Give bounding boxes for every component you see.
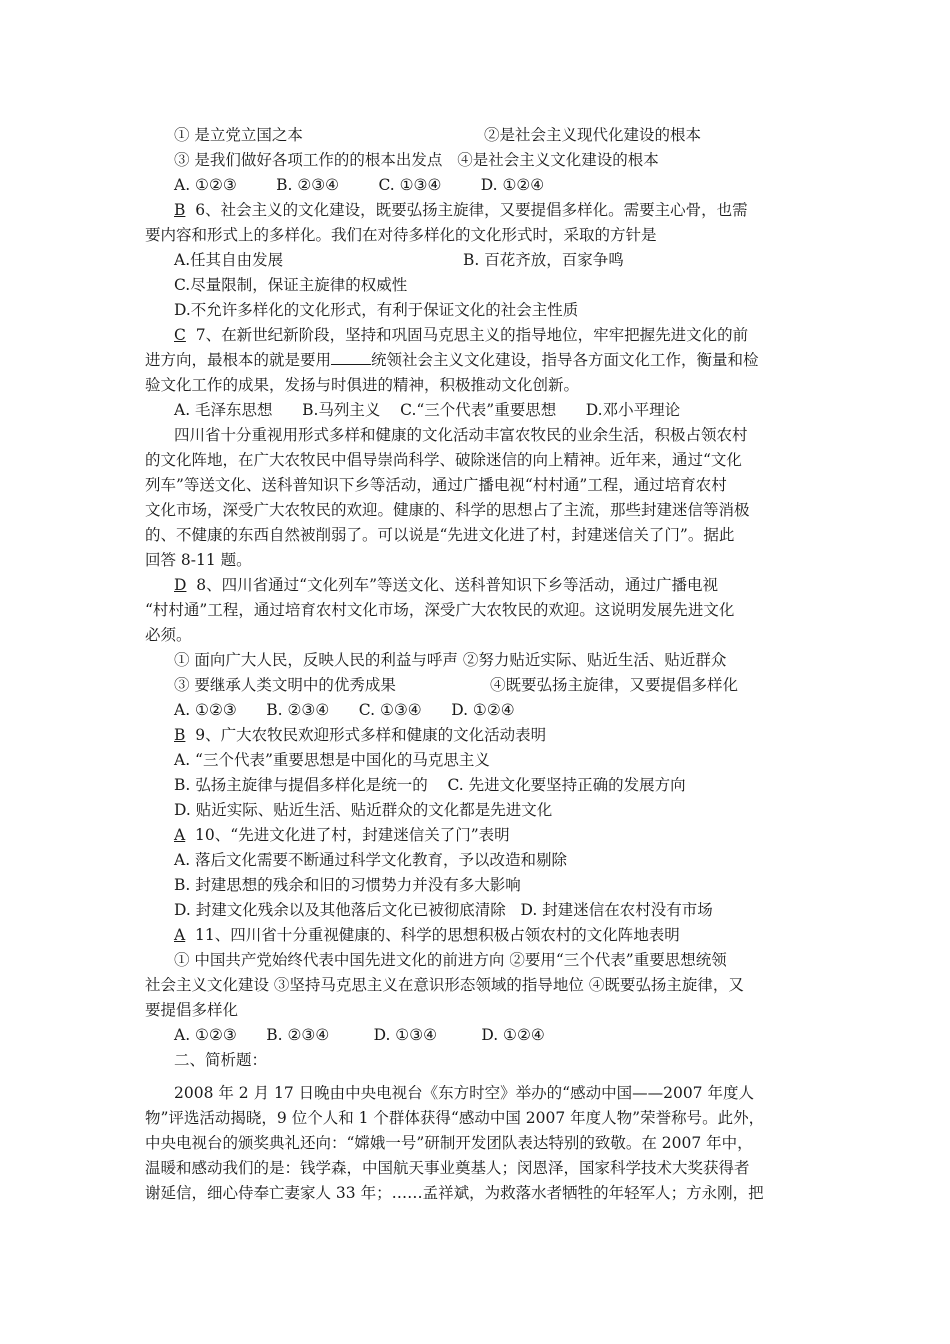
- answer-choices: A. ①②③ B. ②③④ C. ①③④ D. ①②④: [174, 701, 515, 719]
- option-a: A.任其自由发展: [174, 251, 284, 269]
- option-b-c: B. 弘扬主旋律与提倡多样化是统一的 C. 先进文化要坚持正确的发展方向: [174, 776, 686, 794]
- option-line: 社会主义文化建设 ③坚持马克思主义在意识形态领域的指导地位 ④既要弘扬主旋律，又: [145, 976, 744, 994]
- passage-line: 物”评选活动揭晓，9 位个人和 1 个群体获得“感动中国 2007 年度人物”荣誉称号。此外，: [145, 1109, 765, 1127]
- passage-line: 回答 8-11 题。: [145, 551, 252, 569]
- question-7: C 7、在新世纪新阶段，坚持和巩固马克思主义的指导地位，牢牢把握先进文化的前: [174, 326, 749, 344]
- option-b: B. 封建思想的残余和旧的习惯势力并没有多大影响: [174, 876, 521, 894]
- passage-line: 四川省十分重视用形式多样和健康的文化活动丰富农牧民的业余生活，积极占领农村: [174, 426, 748, 444]
- question-7-cont: 进方向，最根本的就是要用 统领社会主义文化建设，指导各方面文化工作，衡量和检: [145, 351, 759, 369]
- fill-blank: [331, 350, 371, 365]
- option-line: ②是社会主义现代化建设的根本: [484, 126, 702, 144]
- option-line: ① 中国共产党始终代表中国先进文化的前进方向 ②要用“三个代表”重要思想统领: [174, 951, 727, 969]
- passage-line: 谢延信，细心侍奉亡妻家人 33 年；……孟祥斌，为救落水者牺牲的年轻军人；方永刚，把: [145, 1184, 764, 1202]
- option-line: ③ 要继承人类文明中的优秀成果: [174, 676, 396, 694]
- answer-choices: A. ①②③ B. ②③④ C. ①③④ D. ①②④: [174, 176, 545, 194]
- option-line: 要提倡多样化: [145, 1001, 239, 1019]
- question-8-cont: 必须。: [145, 626, 192, 644]
- answer-mark: A: [174, 826, 186, 844]
- option-c: C.尽量限制，保证主旋律的权威性: [174, 276, 408, 294]
- passage-line: 文化市场，深受广大农牧民的欢迎。健康的、科学的思想占了主流，那些封建迷信等消极: [145, 501, 750, 519]
- option-a: A. “三个代表”重要思想是中国化的马克思主义: [174, 751, 490, 769]
- answer-mark: B: [174, 201, 186, 219]
- question-6-cont: 要内容和形式上的多样化。我们在对待多样化的文化形式时，采取的方针是: [145, 226, 657, 244]
- passage-line: 的、不健康的东西自然被削弱了。可以说是“先进文化进了村，封建迷信关了门”。据此: [145, 526, 735, 544]
- answer-choices: A. ①②③ B. ②③④ D. ①③④ D. ①②④: [174, 1026, 545, 1044]
- passage-line: 的文化阵地，在广大农牧民中倡导崇尚科学、破除迷信的向上精神。近年来，通过“文化: [145, 451, 742, 469]
- question-10: A 10、“先进文化进了村，封建迷信关了门”表明: [174, 826, 510, 844]
- answer-mark: D: [174, 576, 187, 594]
- option-line: ① 面向广大人民，反映人民的利益与呼声 ②努力贴近实际、贴近生活、贴近群众: [174, 651, 727, 669]
- option-a: A. 落后文化需要不断通过科学文化教育，予以改造和剔除: [174, 851, 568, 869]
- passage-line: 中央电视台的颁奖典礼还向：“嫦娥一号”研制开发团队表达特别的致敬。在 2007 年中，: [145, 1134, 753, 1152]
- question-7-cont: 验文化工作的成果，发扬与时俱进的精神，积极推动文化创新。: [145, 376, 580, 394]
- option-line: ④既要弘扬主旋律，又要提倡多样化: [490, 676, 739, 694]
- option-c-d: D. 封建文化残余以及其他落后文化已被彻底清除 D. 封建迷信在农村没有市场: [174, 901, 713, 919]
- section-heading: 二、简析题：: [174, 1051, 268, 1069]
- question-9: B 9、广大农牧民欢迎形式多样和健康的文化活动表明: [174, 726, 547, 744]
- passage-line: 列车”等送文化、送科普知识下乡等活动，通过广播电视“村村通”工程，通过培育农村: [145, 476, 727, 494]
- answer-choices: A. 毛泽东思想 B.马列主义 C.“三个代表”重要思想 D.邓小平理论: [174, 401, 681, 419]
- option-line: ① 是立党立国之本: [174, 126, 303, 144]
- question-8: D 8、四川省通过“文化列车”等送文化、送科普知识下乡等活动，通过广播电视: [174, 576, 719, 594]
- answer-mark: A: [174, 926, 186, 944]
- passage-line: 2008 年 2 月 17 日晚由中央电视台《东方时空》举办的“感动中国——2007 年度人: [174, 1084, 754, 1102]
- option-d: D.不允许多样化的文化形式，有利于保证文化的社会主性质: [174, 301, 579, 319]
- passage-line: 温暖和感动我们的是：钱学森，中国航天事业奠基人；闵恩泽，国家科学技术大奖获得者: [145, 1159, 750, 1177]
- question-11: A 11、四川省十分重视健康的、科学的思想积极占领农村的文化阵地表明: [174, 926, 680, 944]
- option-b: B. 百花齐放，百家争鸣: [463, 251, 624, 269]
- question-6: B 6、社会主义的文化建设，既要弘扬主旋律，又要提倡多样化。需要主心骨，也需: [174, 201, 748, 219]
- question-8-cont: “村村通”工程，通过培育农村文化市场，深受广大农牧民的欢迎。这说明发展先进文化: [145, 601, 735, 619]
- option-line: ③ 是我们做好各项工作的的根本出发点 ④是社会主义文化建设的根本: [174, 151, 659, 169]
- option-d: D. 贴近实际、贴近生活、贴近群众的文化都是先进文化: [174, 801, 553, 819]
- answer-mark: C: [174, 326, 186, 344]
- answer-mark: B: [174, 726, 186, 744]
